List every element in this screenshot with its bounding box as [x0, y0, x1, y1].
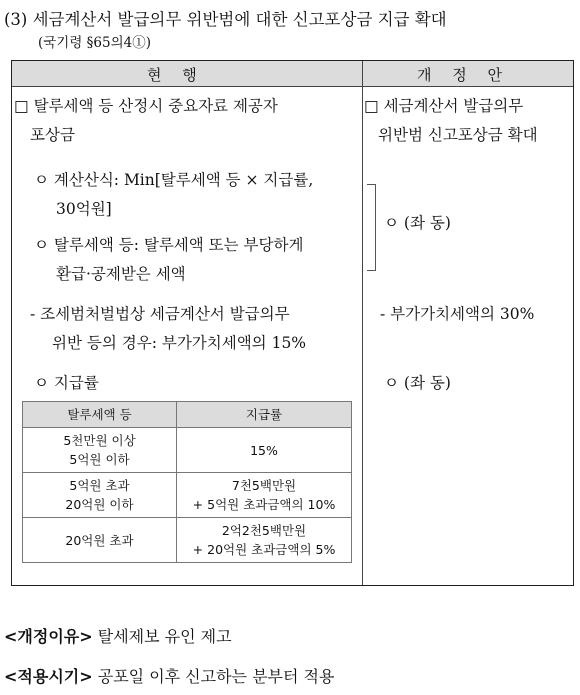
reason-label: <개정이유> — [4, 627, 93, 646]
range-cell — [23, 473, 177, 518]
rate-line2: + 20억원 초과금액의 5% — [192, 542, 336, 557]
proposed-same-formula: ㅇ (좌 동) — [384, 214, 451, 232]
proposed-vat: - 부가가치세액의 30% — [380, 305, 535, 323]
current-heading-line2: 포상금 — [30, 126, 75, 144]
rate-cell — [177, 428, 352, 473]
range-cell — [23, 428, 177, 473]
proposed-heading-line1: □ 세금계산서 발급의무 — [364, 97, 524, 115]
rate-col-rate: 지급률 — [177, 402, 352, 428]
header-proposed: 개 정 안 — [417, 66, 511, 84]
proposed-same-rate: ㅇ (좌 동) — [384, 374, 451, 392]
column-divider — [362, 61, 363, 585]
rate-line2: + 5억원 초과금액의 10% — [192, 497, 336, 512]
current-heading-line1: □ 탈루세액 등 산정시 중요자료 제공자 — [14, 97, 278, 115]
violation-line1: - 조세범처벌법상 세금계산서 발급의무 — [30, 305, 290, 323]
legal-reference: (국기령 §65의4①) — [38, 35, 152, 51]
header-current: 현 행 — [147, 66, 205, 84]
range-line1: 5억원 초과 — [69, 478, 130, 493]
formula-line1: ㅇ 계산산식: Min[탈루세액 등 × 지급률, — [34, 171, 314, 189]
reason-line — [4, 624, 232, 647]
rate-line1: 15% — [250, 442, 278, 458]
effective-line — [4, 664, 334, 687]
rate-line1: 2억2천5백만원 — [221, 523, 307, 538]
bracket-divider — [367, 184, 376, 271]
tax-amount-line2: 환급·공제받은 세액 — [56, 265, 186, 283]
rate-col-tax: 탈루세액 등 — [23, 402, 177, 428]
table-row — [23, 518, 352, 563]
payment-rate-table — [22, 401, 352, 563]
rate-cell — [177, 473, 352, 518]
rate-cell — [177, 518, 352, 563]
tax-amount-line1: ㅇ 탈루세액 등: 탈루세액 또는 부당하게 — [34, 236, 304, 254]
effective-label: <적용시기> — [4, 667, 93, 686]
range-line1: 5천만원 이상 — [63, 433, 136, 448]
range-cell — [23, 518, 177, 563]
range-line2: 5억원 이하 — [69, 452, 130, 467]
range-line2: 20억원 이하 — [65, 497, 134, 512]
rate-line1: 7천5백만원 — [231, 478, 297, 493]
table-row — [23, 473, 352, 518]
rate-table-header-row — [23, 402, 352, 428]
section-title: (3) 세금계산서 발급의무 위반범에 대한 신고포상금 지급 확대 — [4, 10, 447, 29]
effective-text: 공포일 이후 신고하는 분부터 적용 — [97, 667, 335, 686]
table-row — [23, 428, 352, 473]
proposed-heading-line2: 위반범 신고포상금 확대 — [378, 126, 538, 144]
comparison-table — [11, 60, 574, 586]
reason-text: 탈세제보 유인 제고 — [97, 627, 232, 646]
violation-line2: 위반 등의 경우: 부가가치세액의 15% — [52, 334, 307, 352]
payment-rate-label: ㅇ 지급률 — [34, 374, 99, 392]
formula-line2: 30억원] — [56, 200, 112, 218]
range-line1: 20억원 초과 — [65, 532, 134, 548]
